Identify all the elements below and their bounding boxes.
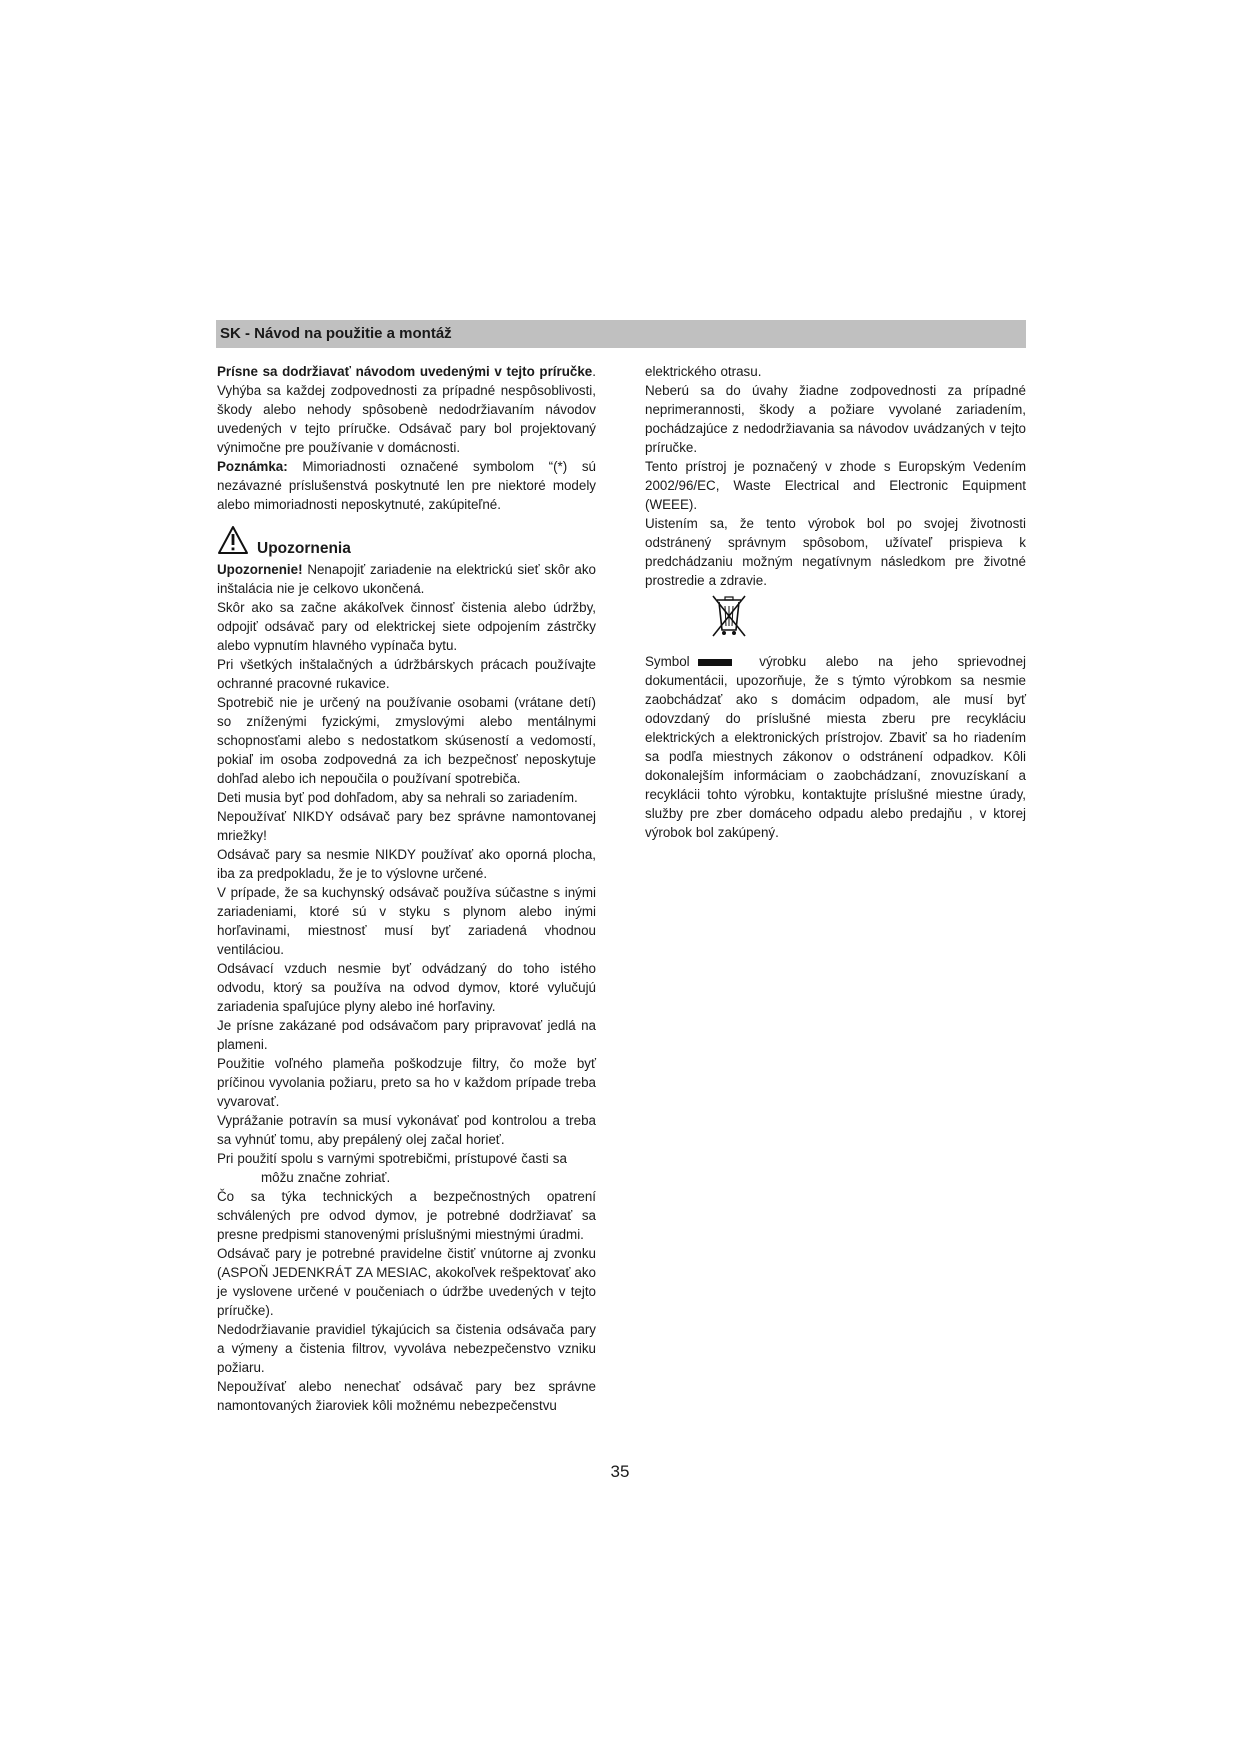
paragraph: Neberú sa do úvahy žiadne zodpovednosti za prípadné neprimerannosti, škody a požiare vyvolané zariadením, pochádzajúce z nedodržiavania sa návodov uvádzaných v tejto príručke. [645, 383, 1026, 455]
hot-parts-line-indented: môžu značne zohriať. [261, 1170, 391, 1185]
note-paragraph [217, 457, 596, 514]
paragraph: Pri všetkých inštalačných a údržbárskych prácach používajte ochranné pracovné rukavice. [217, 657, 596, 691]
paragraph: Uistením sa, že tento výrobok bol po svojej životnosti odstránený správnym spôsobom, užívateľ prispieva k predchádzaniu možným negatívnym následkom pre životné prostredie a zdravie. [645, 516, 1026, 588]
intro-paragraph [217, 362, 596, 457]
paragraph: Odsávač pary je potrebné pravidelne čistiť vnútorne aj zvonku (ASPOŇ JEDENKRÁT ZA MESIAC, akokoľvek rešpektovať ako je vyslovene určené v poučeniach o údržbe uvedených v tejto príručke). [217, 1246, 596, 1318]
right-column [645, 362, 1026, 842]
intro-text: . Vyhýba sa každej zodpovednosti za prípadné nespôsoblivosti, škody alebo nehody spôsobenè nedodržiavaním návodov uvedených v tejto príručke. Odsávač pary bol projektovaný výnimočne pre používanie v domácnosti. [217, 364, 596, 455]
note-label: Poznámka: [217, 459, 288, 474]
paragraph: Nedodržiavanie pravidiel týkajúcich sa čistenia odsávača pary a výmeny a čistenia filtrov, vyvoláva nebezpečenstvo vzniku požiaru. [217, 1322, 596, 1375]
paragraph: Použitie voľného plameňa poškodzuje filtry, čo može byť príčinou vyvolania požiaru, preto sa ho v každom prípade treba vyvarovať. [217, 1056, 596, 1109]
paragraph: Vyprážanie potravín sa musí vykonávať pod kontrolou a treba sa vyhnúť tomu, aby prepálený olej začal horieť. [217, 1113, 596, 1147]
black-bar-symbol [698, 659, 732, 666]
paragraph: Je prísne zakázané pod odsávačom pary pripravovať jedlá na plameni. [217, 1018, 596, 1052]
weee-symbol [645, 590, 1026, 652]
warning-label: Upozornenie! [217, 562, 303, 577]
paragraph: Deti musia byť pod dohľadom, aby sa nehrali so zariadením. [217, 790, 578, 805]
section-title: SK - Návod na použitie a montáž [220, 325, 452, 342]
paragraph: Odsávací vzduch nesmie byť odvádzaný do toho istého odvodu, ktorý sa používa na odvod dymov, ktoré vylučujú zariadenia spaľujúce plyny alebo iné horľaviny. [217, 961, 596, 1014]
symbol-text: výrobku alebo na jeho sprievodnej dokumentácii, upozorňuje, že s týmto výrobkom sa nesmie zaobchádzať ako s domácim odpadom, ale musí byť odovzdaný do príslušné miesta zberu pre recykláciu elektrických a elektronických prístrojov. Zbaviť sa ho riadením sa podľa miestnych zákonov o odstránení odpadkov. Kôli dokonalejším informáciam o zaobchádzaní, znovuzískaní a recyklácii tohto výrobku, kontaktujte príslušné miestne úrady, služby pre zber domáceho odpadu alebo predajňu , v ktorej výrobok bol zakúpený. [645, 654, 1026, 840]
crossed-bin-icon [707, 594, 751, 640]
warning-triangle-icon [217, 525, 249, 560]
paragraph: V prípade, že sa kuchynský odsávač používa súčastne s inými zariadeniami, ktoré sú v styku s plynom alebo inými horľavinami, miestnosť musí byť zariadená vhodnou ventiláciou. [217, 885, 596, 957]
paragraph: Nepoužívať alebo nenechať odsávač pary bez správne namontovaných žiaroviek kôli možnému nebezpečenstvu [217, 1379, 596, 1413]
warning-first-paragraph [217, 560, 596, 598]
paragraph: Čo sa týka technických a bezpečnostných opatrení schválených pre odvod dymov, je potrebné dodržiavať sa presne predpismi stanovenými príslušnými miestnými úradmi. [217, 1189, 596, 1242]
note-text: Mimoriadnosti označené symbolom “(*) sú nezávazné príslušenstvá poskytnuté len pre niektoré modely alebo mimoriadnosti neposkytnuté, zakúpiteľné. [217, 459, 596, 512]
warning-title: Upozornenia [257, 540, 351, 557]
paragraph: Odsávač pary sa nesmie NIKDY používať ako oporná plocha, iba za predpokladu, že je to výslovne určené. [217, 847, 596, 881]
warning-heading [217, 526, 596, 560]
warning-first-text: Nenapojiť zariadenie na elektrickú sieť skôr ako inštalácia nie je celkovo ukončená. [217, 562, 596, 596]
paragraph: Skôr ako sa začne akákoľvek činnosť čistenia alebo údržby, odpojiť odsávač pary od elektrickej siete odpojením zástrčky alebo vypnutím hlavného vypínača bytu. [217, 600, 596, 653]
paragraph: Nepoužívať NIKDY odsávač pary bez správne namontovanej mriežky! [217, 809, 596, 843]
page-number: 35 [610, 1462, 630, 1481]
hot-parts-line: Pri použití spolu s varnými spotrebičmi, prístupové časti sa [217, 1151, 567, 1166]
paragraph: Spotrebič nie je určený na používanie osobami (vrátane detí) so zníženými fyzickými, zmyslovými alebo mentálnymi schopnosťami alebo s nedostatkom skúseností a vedomostí, pokiaľ im osoba zodpovedná za ich bezpečnosť neposkytuje dohľad alebo ich nepoučila o používaní spotrebiča. [217, 695, 596, 786]
symbol-paragraph [645, 652, 1026, 842]
intro-bold: Prísne sa dodržiavať návodom uvedenými v tejto príručke [217, 364, 593, 379]
paragraph: Tento prístroj je poznačený v zhode s Europským Vedením 2002/96/EC, Waste Electrical and Electronic Equipment (WEEE). [645, 459, 1026, 512]
left-column [217, 362, 596, 1415]
paragraph: elektrického otrasu. [645, 364, 762, 379]
symbol-word: Symbol [645, 654, 690, 669]
section-header [216, 320, 1026, 348]
